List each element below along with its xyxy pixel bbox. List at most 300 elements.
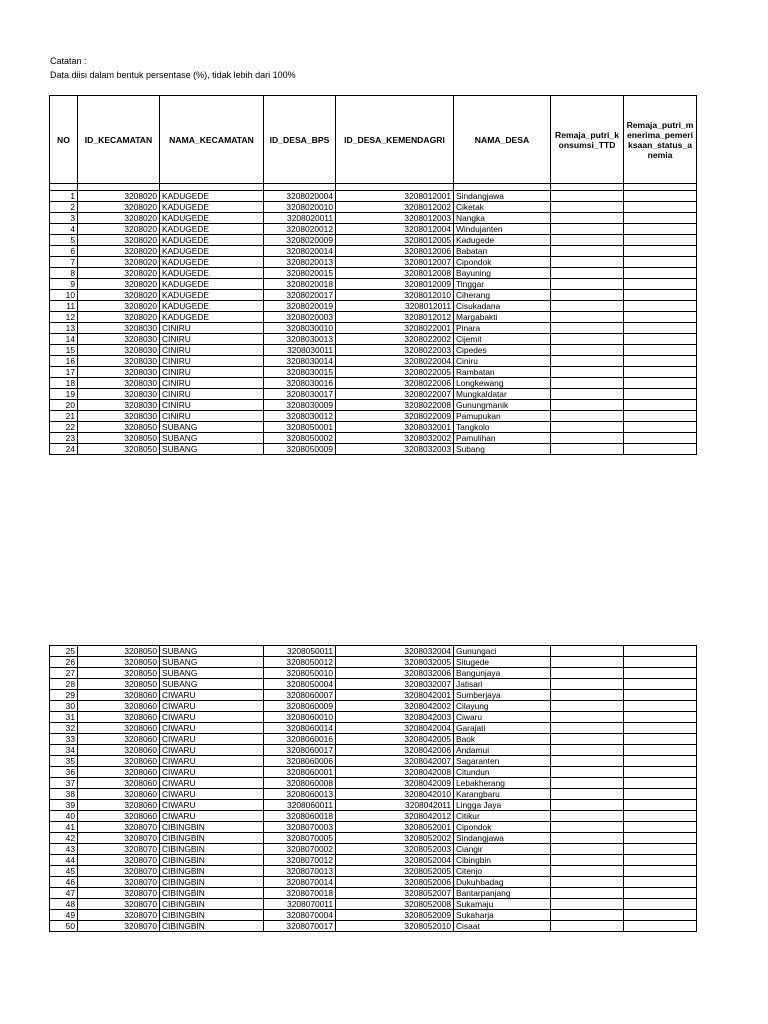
cell-remaja-ttd[interactable] <box>551 334 624 345</box>
cell-no: 39 <box>50 800 78 811</box>
cell-remaja-anemia[interactable] <box>624 800 697 811</box>
table-row <box>50 789 697 800</box>
cell-no: 34 <box>50 745 78 756</box>
cell-remaja-anemia[interactable] <box>624 400 697 411</box>
cell-remaja-anemia[interactable] <box>624 712 697 723</box>
cell-id-desa-kemendagri: 3208012005 <box>336 235 454 246</box>
cell-remaja-anemia[interactable] <box>624 767 697 778</box>
cell-id-kecamatan: 3208060 <box>78 778 160 789</box>
cell-id-desa-bps: 3208070004 <box>264 910 336 921</box>
cell-remaja-ttd[interactable] <box>551 657 624 668</box>
cell-remaja-anemia[interactable] <box>624 723 697 734</box>
cell-remaja-ttd[interactable] <box>551 877 624 888</box>
cell-remaja-ttd[interactable] <box>551 822 624 833</box>
cell-id-kecamatan: 3208030 <box>78 378 160 389</box>
table-row <box>50 411 697 422</box>
cell-id-desa-kemendagri: 3208042010 <box>336 789 454 800</box>
cell-nama-kecamatan: CIWARU <box>160 712 264 723</box>
cell-no: 3 <box>50 213 78 224</box>
cell-id-desa-kemendagri: 3208042005 <box>336 734 454 745</box>
cell-id-desa-bps: 3208020015 <box>264 268 336 279</box>
cell-id-desa-bps: 3208030012 <box>264 411 336 422</box>
cell-nama-desa: Cisukadana <box>454 301 551 312</box>
cell-id-desa-kemendagri: 3208052001 <box>336 822 454 833</box>
cell-id-desa-bps: 3208060009 <box>264 701 336 712</box>
table-row <box>50 701 697 712</box>
table-row <box>50 345 697 356</box>
cell-id-desa-bps: 3208060017 <box>264 745 336 756</box>
cell-id-desa-bps: 3208070012 <box>264 855 336 866</box>
cell-no: 41 <box>50 822 78 833</box>
cell-nama-desa: Bayuning <box>454 268 551 279</box>
cell-id-kecamatan: 3208030 <box>78 345 160 356</box>
cell-no: 42 <box>50 833 78 844</box>
cell-no: 14 <box>50 334 78 345</box>
table-row <box>50 268 697 279</box>
cell-remaja-ttd[interactable] <box>551 844 624 855</box>
table-row <box>50 712 697 723</box>
cell-id-desa-kemendagri: 3208042008 <box>336 767 454 778</box>
cell-remaja-anemia[interactable] <box>624 246 697 257</box>
cell-id-desa-kemendagri: 3208042007 <box>336 756 454 767</box>
cell-nama-kecamatan: CIWARU <box>160 690 264 701</box>
cell-nama-desa: Lingga Jaya <box>454 800 551 811</box>
cell-id-kecamatan: 3208060 <box>78 811 160 822</box>
cell-id-desa-kemendagri: 3208022004 <box>336 356 454 367</box>
cell-remaja-anemia[interactable] <box>624 191 697 202</box>
cell-nama-kecamatan: CIWARU <box>160 701 264 712</box>
cell-remaja-anemia[interactable] <box>624 411 697 422</box>
cell-id-kecamatan: 3208070 <box>78 866 160 877</box>
cell-remaja-ttd[interactable] <box>551 422 624 433</box>
cell-remaja-ttd[interactable] <box>551 202 624 213</box>
cell-remaja-ttd[interactable] <box>551 679 624 690</box>
cell-id-desa-bps: 3208030011 <box>264 345 336 356</box>
cell-nama-kecamatan: CIWARU <box>160 756 264 767</box>
cell-nama-kecamatan: KADUGEDE <box>160 224 264 235</box>
cell-id-desa-bps: 3208020010 <box>264 202 336 213</box>
cell-id-desa-bps: 3208050001 <box>264 422 336 433</box>
cell-nama-kecamatan: SUBANG <box>160 444 264 455</box>
cell-nama-desa: Bangunjaya <box>454 668 551 679</box>
cell-id-desa-bps: 3208070011 <box>264 899 336 910</box>
table-row <box>50 367 697 378</box>
cell-no: 18 <box>50 378 78 389</box>
notes-text: Data diisi dalam bentuk persentase (%), tidak lebih dari 100% <box>50 70 296 80</box>
cell-remaja-ttd[interactable] <box>551 411 624 422</box>
table-row <box>50 866 697 877</box>
cell-nama-desa: Garajati <box>454 723 551 734</box>
table-row <box>50 224 697 235</box>
cell-id-kecamatan: 3208070 <box>78 844 160 855</box>
table-body-page-2 <box>50 646 697 932</box>
cell-remaja-anemia[interactable] <box>624 646 697 657</box>
cell-no: 5 <box>50 235 78 246</box>
cell-remaja-anemia[interactable] <box>624 224 697 235</box>
table-row <box>50 888 697 899</box>
cell-id-kecamatan: 3208060 <box>78 712 160 723</box>
cell-nama-desa: Pinara <box>454 323 551 334</box>
cell-remaja-anemia[interactable] <box>624 378 697 389</box>
cell-remaja-anemia[interactable] <box>624 356 697 367</box>
cell-remaja-ttd[interactable] <box>551 756 624 767</box>
cell-id-kecamatan: 3208050 <box>78 668 160 679</box>
cell-id-desa-kemendagri: 3208012009 <box>336 279 454 290</box>
cell-remaja-ttd[interactable] <box>551 899 624 910</box>
cell-remaja-anemia[interactable] <box>624 389 697 400</box>
cell-id-kecamatan: 3208020 <box>78 191 160 202</box>
cell-id-desa-bps: 3208070005 <box>264 833 336 844</box>
cell-nama-desa: Sagaranten <box>454 756 551 767</box>
cell-remaja-ttd[interactable] <box>551 191 624 202</box>
cell-remaja-ttd[interactable] <box>551 723 624 734</box>
cell-remaja-ttd[interactable] <box>551 224 624 235</box>
cell-remaja-ttd[interactable] <box>551 345 624 356</box>
cell-id-desa-bps: 3208020003 <box>264 312 336 323</box>
cell-id-kecamatan: 3208070 <box>78 822 160 833</box>
cell-nama-kecamatan: CINIRU <box>160 367 264 378</box>
cell-no: 9 <box>50 279 78 290</box>
cell-no: 32 <box>50 723 78 734</box>
cell-nama-kecamatan: CINIRU <box>160 334 264 345</box>
spacer-row <box>50 184 697 191</box>
cell-no: 48 <box>50 899 78 910</box>
cell-nama-kecamatan: KADUGEDE <box>160 312 264 323</box>
cell-remaja-anemia[interactable] <box>624 888 697 899</box>
cell-id-kecamatan: 3208030 <box>78 389 160 400</box>
cell-no: 46 <box>50 877 78 888</box>
cell-id-desa-kemendagri: 3208052009 <box>336 910 454 921</box>
cell-remaja-anemia[interactable] <box>624 290 697 301</box>
cell-nama-kecamatan: KADUGEDE <box>160 213 264 224</box>
cell-id-desa-kemendagri: 3208052007 <box>336 888 454 899</box>
cell-id-kecamatan: 3208020 <box>78 202 160 213</box>
cell-remaja-ttd[interactable] <box>551 910 624 921</box>
cell-remaja-ttd[interactable] <box>551 734 624 745</box>
cell-id-desa-kemendagri: 3208032001 <box>336 422 454 433</box>
cell-remaja-ttd[interactable] <box>551 767 624 778</box>
table-row <box>50 855 697 866</box>
cell-remaja-anemia[interactable] <box>624 312 697 323</box>
cell-remaja-ttd[interactable] <box>551 888 624 899</box>
cell-nama-kecamatan: KADUGEDE <box>160 268 264 279</box>
cell-id-desa-bps: 3208050010 <box>264 668 336 679</box>
cell-id-kecamatan: 3208070 <box>78 877 160 888</box>
table-row <box>50 723 697 734</box>
cell-remaja-anemia[interactable] <box>624 235 697 246</box>
table-row <box>50 679 697 690</box>
cell-nama-desa: Cisaat <box>454 921 551 932</box>
cell-id-desa-bps: 3208020014 <box>264 246 336 257</box>
cell-id-desa-kemendagri: 3208012007 <box>336 257 454 268</box>
cell-nama-desa: Sindangjawa <box>454 833 551 844</box>
cell-remaja-ttd[interactable] <box>551 789 624 800</box>
cell-remaja-anemia[interactable] <box>624 910 697 921</box>
cell-remaja-anemia[interactable] <box>624 811 697 822</box>
cell-remaja-anemia[interactable] <box>624 367 697 378</box>
cell-id-desa-kemendagri: 3208012001 <box>336 191 454 202</box>
cell-id-kecamatan: 3208060 <box>78 800 160 811</box>
cell-no: 21 <box>50 411 78 422</box>
cell-remaja-ttd[interactable] <box>551 646 624 657</box>
table-row <box>50 279 697 290</box>
cell-remaja-anemia[interactable] <box>624 268 697 279</box>
cell-remaja-anemia[interactable] <box>624 756 697 767</box>
table-row <box>50 422 697 433</box>
cell-remaja-ttd[interactable] <box>551 389 624 400</box>
cell-remaja-ttd[interactable] <box>551 367 624 378</box>
cell-id-desa-bps: 3208020018 <box>264 279 336 290</box>
cell-id-kecamatan: 3208060 <box>78 690 160 701</box>
cell-id-desa-bps: 3208060016 <box>264 734 336 745</box>
cell-remaja-anemia[interactable] <box>624 422 697 433</box>
table-row <box>50 822 697 833</box>
cell-remaja-anemia[interactable] <box>624 899 697 910</box>
cell-remaja-anemia[interactable] <box>624 202 697 213</box>
cell-id-desa-bps: 3208030010 <box>264 323 336 334</box>
header-nama-desa: NAMA_DESA <box>454 96 551 184</box>
cell-remaja-ttd[interactable] <box>551 312 624 323</box>
cell-id-desa-kemendagri: 3208042011 <box>336 800 454 811</box>
cell-id-kecamatan: 3208060 <box>78 789 160 800</box>
cell-no: 44 <box>50 855 78 866</box>
cell-id-desa-bps: 3208060010 <box>264 712 336 723</box>
cell-no: 26 <box>50 657 78 668</box>
cell-no: 37 <box>50 778 78 789</box>
cell-id-desa-bps: 3208030016 <box>264 378 336 389</box>
cell-id-kecamatan: 3208060 <box>78 723 160 734</box>
header-id-desa-bps: ID_DESA_BPS <box>264 96 336 184</box>
cell-id-desa-bps: 3208060006 <box>264 756 336 767</box>
cell-nama-kecamatan: CINIRU <box>160 400 264 411</box>
cell-remaja-anemia[interactable] <box>624 668 697 679</box>
cell-remaja-ttd[interactable] <box>551 279 624 290</box>
cell-id-desa-bps: 3208060013 <box>264 789 336 800</box>
cell-no: 19 <box>50 389 78 400</box>
cell-no: 24 <box>50 444 78 455</box>
cell-nama-kecamatan: KADUGEDE <box>160 290 264 301</box>
cell-remaja-ttd[interactable] <box>551 444 624 455</box>
cell-no: 13 <box>50 323 78 334</box>
cell-remaja-anemia[interactable] <box>624 334 697 345</box>
cell-no: 10 <box>50 290 78 301</box>
cell-id-desa-bps: 3208060011 <box>264 800 336 811</box>
cell-remaja-anemia[interactable] <box>624 833 697 844</box>
cell-id-desa-kemendagri: 3208042012 <box>336 811 454 822</box>
cell-nama-desa: Tangkolo <box>454 422 551 433</box>
cell-id-desa-bps: 3208030013 <box>264 334 336 345</box>
table-row <box>50 877 697 888</box>
table-row <box>50 646 697 657</box>
cell-remaja-ttd[interactable] <box>551 246 624 257</box>
cell-nama-desa: Sindangjawa <box>454 191 551 202</box>
cell-remaja-anemia[interactable] <box>624 323 697 334</box>
cell-id-desa-kemendagri: 3208042002 <box>336 701 454 712</box>
cell-nama-desa: Cipondok <box>454 257 551 268</box>
cell-id-desa-kemendagri: 3208052010 <box>336 921 454 932</box>
cell-remaja-ttd[interactable] <box>551 866 624 877</box>
cell-remaja-ttd[interactable] <box>551 323 624 334</box>
header-remaja-ttd: Remaja_putri_konsumsi_TTD <box>551 96 624 184</box>
cell-id-kecamatan: 3208020 <box>78 246 160 257</box>
cell-remaja-anemia[interactable] <box>624 822 697 833</box>
cell-remaja-ttd[interactable] <box>551 800 624 811</box>
cell-remaja-anemia[interactable] <box>624 778 697 789</box>
cell-remaja-ttd[interactable] <box>551 690 624 701</box>
cell-remaja-ttd[interactable] <box>551 712 624 723</box>
cell-remaja-ttd[interactable] <box>551 668 624 679</box>
cell-nama-desa: Cibingbin <box>454 855 551 866</box>
table-body-page-1 <box>50 184 697 455</box>
cell-nama-desa: Sukamaju <box>454 899 551 910</box>
cell-nama-desa: Situgede <box>454 657 551 668</box>
cell-id-desa-bps: 3208020004 <box>264 191 336 202</box>
cell-remaja-anemia[interactable] <box>624 213 697 224</box>
cell-no: 28 <box>50 679 78 690</box>
cell-nama-desa: Tinggar <box>454 279 551 290</box>
cell-id-desa-bps: 3208020013 <box>264 257 336 268</box>
cell-id-desa-kemendagri: 3208052008 <box>336 899 454 910</box>
cell-remaja-ttd[interactable] <box>551 235 624 246</box>
cell-no: 45 <box>50 866 78 877</box>
cell-remaja-ttd[interactable] <box>551 356 624 367</box>
cell-nama-desa: Mungkaldatar <box>454 389 551 400</box>
cell-id-desa-kemendagri: 3208012004 <box>336 224 454 235</box>
table-row <box>50 290 697 301</box>
cell-nama-kecamatan: CIBINGBIN <box>160 910 264 921</box>
cell-no: 7 <box>50 257 78 268</box>
cell-remaja-anemia[interactable] <box>624 701 697 712</box>
cell-remaja-anemia[interactable] <box>624 657 697 668</box>
cell-id-desa-kemendagri: 3208022009 <box>336 411 454 422</box>
cell-remaja-ttd[interactable] <box>551 855 624 866</box>
cell-remaja-anemia[interactable] <box>624 877 697 888</box>
cell-nama-kecamatan: SUBANG <box>160 657 264 668</box>
cell-id-desa-bps: 3208020012 <box>264 224 336 235</box>
cell-id-desa-kemendagri: 3208012008 <box>336 268 454 279</box>
table-row <box>50 668 697 679</box>
cell-remaja-anemia[interactable] <box>624 844 697 855</box>
cell-remaja-ttd[interactable] <box>551 268 624 279</box>
cell-id-desa-kemendagri: 3208022005 <box>336 367 454 378</box>
cell-id-kecamatan: 3208030 <box>78 356 160 367</box>
cell-no: 40 <box>50 811 78 822</box>
cell-no: 25 <box>50 646 78 657</box>
cell-id-kecamatan: 3208050 <box>78 657 160 668</box>
table-row <box>50 334 697 345</box>
cell-remaja-ttd[interactable] <box>551 921 624 932</box>
table-row <box>50 356 697 367</box>
cell-id-desa-kemendagri: 3208012006 <box>336 246 454 257</box>
cell-remaja-ttd[interactable] <box>551 811 624 822</box>
cell-id-desa-bps: 3208070013 <box>264 866 336 877</box>
cell-remaja-anemia[interactable] <box>624 301 697 312</box>
cell-remaja-anemia[interactable] <box>624 679 697 690</box>
cell-nama-kecamatan: SUBANG <box>160 668 264 679</box>
cell-no: 1 <box>50 191 78 202</box>
cell-id-kecamatan: 3208030 <box>78 323 160 334</box>
cell-id-desa-bps: 3208060018 <box>264 811 336 822</box>
cell-remaja-anemia[interactable] <box>624 745 697 756</box>
table-row <box>50 323 697 334</box>
cell-id-desa-bps: 3208020011 <box>264 213 336 224</box>
table-row <box>50 657 697 668</box>
cell-remaja-anemia[interactable] <box>624 866 697 877</box>
cell-no: 8 <box>50 268 78 279</box>
cell-nama-desa: Karangbaru <box>454 789 551 800</box>
header-id-kecamatan: ID_KECAMATAN <box>78 96 160 184</box>
cell-remaja-ttd[interactable] <box>551 833 624 844</box>
cell-remaja-ttd[interactable] <box>551 701 624 712</box>
cell-id-desa-kemendagri: 3208042006 <box>336 745 454 756</box>
cell-nama-kecamatan: KADUGEDE <box>160 202 264 213</box>
cell-nama-desa: Lebakherang <box>454 778 551 789</box>
cell-remaja-ttd[interactable] <box>551 301 624 312</box>
cell-id-kecamatan: 3208020 <box>78 290 160 301</box>
table-row <box>50 800 697 811</box>
cell-remaja-anemia[interactable] <box>624 433 697 444</box>
header-id-desa-kemendagri: ID_DESA_KEMENDAGRI <box>336 96 454 184</box>
cell-nama-desa: Longkewang <box>454 378 551 389</box>
cell-nama-desa: Jatisari <box>454 679 551 690</box>
cell-remaja-anemia[interactable] <box>624 921 697 932</box>
cell-nama-kecamatan: CIWARU <box>160 789 264 800</box>
cell-remaja-anemia[interactable] <box>624 279 697 290</box>
cell-id-kecamatan: 3208050 <box>78 679 160 690</box>
cell-remaja-anemia[interactable] <box>624 257 697 268</box>
cell-remaja-ttd[interactable] <box>551 290 624 301</box>
table-row <box>50 921 697 932</box>
cell-remaja-ttd[interactable] <box>551 257 624 268</box>
cell-no: 15 <box>50 345 78 356</box>
cell-nama-desa: Pamupukan <box>454 411 551 422</box>
cell-nama-kecamatan: CINIRU <box>160 378 264 389</box>
cell-no: 16 <box>50 356 78 367</box>
cell-remaja-ttd[interactable] <box>551 213 624 224</box>
cell-no: 12 <box>50 312 78 323</box>
data-table-page-2 <box>49 645 697 932</box>
cell-nama-desa: Subang <box>454 444 551 455</box>
cell-no: 47 <box>50 888 78 899</box>
cell-remaja-anemia[interactable] <box>624 789 697 800</box>
cell-id-desa-bps: 3208070018 <box>264 888 336 899</box>
cell-remaja-ttd[interactable] <box>551 778 624 789</box>
table-row <box>50 213 697 224</box>
cell-remaja-anemia[interactable] <box>624 345 697 356</box>
cell-id-desa-kemendagri: 3208032004 <box>336 646 454 657</box>
cell-nama-kecamatan: KADUGEDE <box>160 301 264 312</box>
cell-id-kecamatan: 3208030 <box>78 334 160 345</box>
cell-remaja-anemia[interactable] <box>624 855 697 866</box>
cell-no: 20 <box>50 400 78 411</box>
table-row <box>50 433 697 444</box>
cell-remaja-ttd[interactable] <box>551 378 624 389</box>
cell-remaja-ttd[interactable] <box>551 433 624 444</box>
cell-remaja-anemia[interactable] <box>624 444 697 455</box>
cell-nama-kecamatan: CIWARU <box>160 800 264 811</box>
cell-remaja-anemia[interactable] <box>624 734 697 745</box>
table-row <box>50 899 697 910</box>
cell-nama-kecamatan: CIWARU <box>160 723 264 734</box>
cell-remaja-anemia[interactable] <box>624 690 697 701</box>
cell-id-desa-bps: 3208070003 <box>264 822 336 833</box>
cell-no: 22 <box>50 422 78 433</box>
cell-nama-kecamatan: CIBINGBIN <box>160 844 264 855</box>
cell-remaja-ttd[interactable] <box>551 745 624 756</box>
cell-nama-kecamatan: CIWARU <box>160 778 264 789</box>
cell-remaja-ttd[interactable] <box>551 400 624 411</box>
cell-nama-desa: Cipedes <box>454 345 551 356</box>
